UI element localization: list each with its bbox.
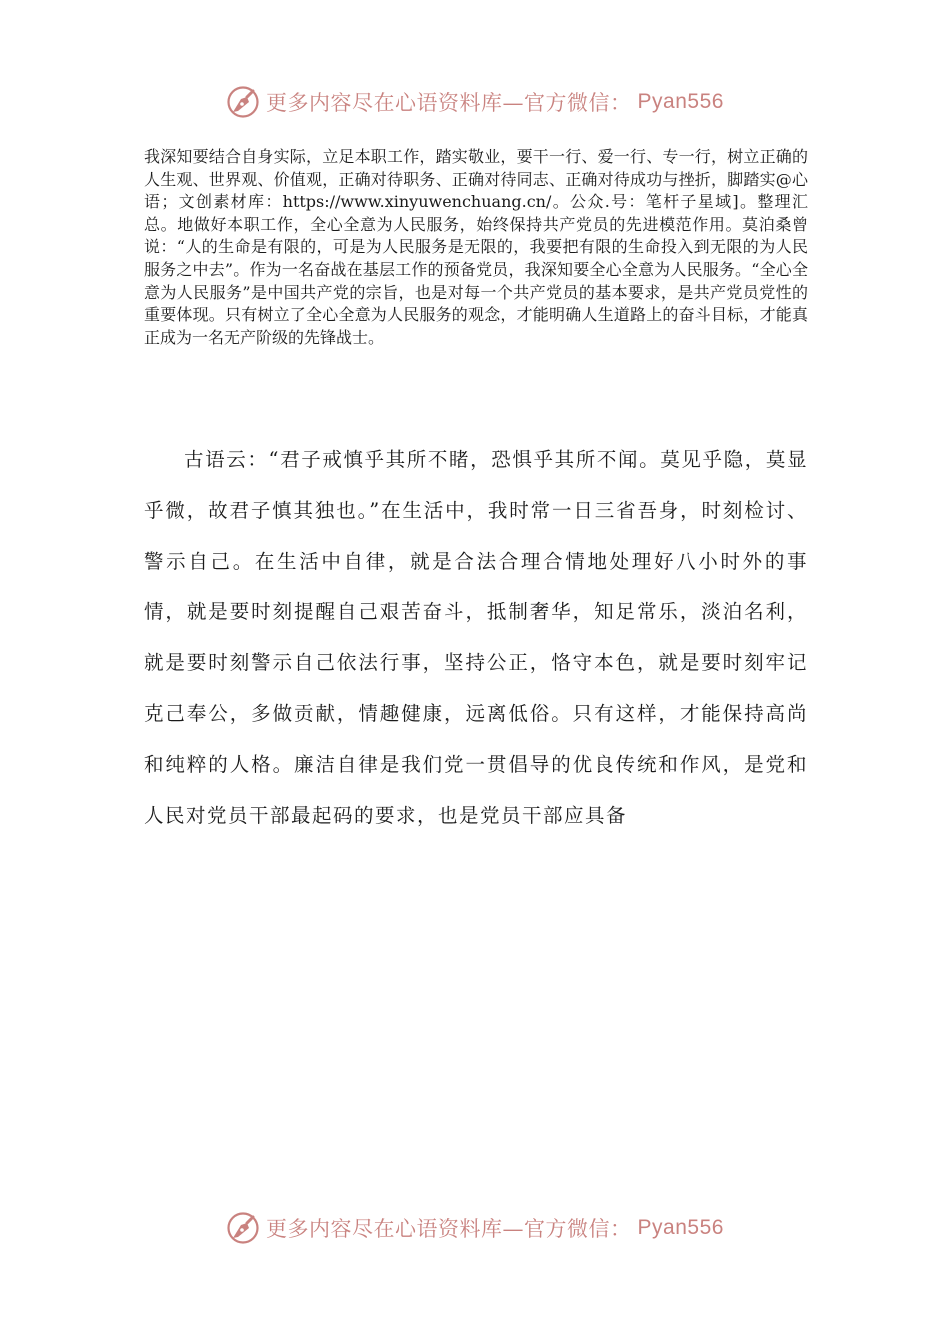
- footer-banner-text: 更多内容尽在心语资料库—官方微信：: [266, 1217, 632, 1241]
- footer-banner-handle: Pyan556: [637, 1216, 724, 1239]
- pen-nib-logo-icon: [226, 1211, 260, 1245]
- header-watermark-banner: [0, 82, 950, 122]
- pen-nib-logo-icon: [226, 85, 260, 119]
- header-banner-text: 更多内容尽在心语资料库—官方微信：: [266, 91, 632, 115]
- body-paragraph-2: 古语云：“君子戒慎乎其所不睹，恐惧乎其所不闻。莫见乎隐，莫显乎微，故君子慎其独也。”在生活中，我时常一日三省吾身，时刻检讨、警示自己。在生活中自律，就是合法合理合情地处理好八小时外的事情，就是要时刻提醒自己艰苦奋斗，抵制奢华，知足常乐，淡泊名利，就是要时刻警示自己依法行事，坚持公正，恪守本色，就是要时刻牢记克己奉公，多做贡献，情趣健康，远离低俗。只有这样，才能保持高尚和纯粹的人格。廉洁自律是我们党一贯倡导的优良传统和作风，是党和人民对党员干部最起码的要求，也是党员干部应具备: [144, 448, 808, 827]
- header-banner-handle: Pyan556: [637, 90, 724, 113]
- footer-watermark-banner: [0, 1208, 950, 1248]
- body-paragraph-1: 我深知要结合自身实际，立足本职工作，踏实敬业，要干一行、爱一行、专一行，树立正确的人生观、世界观、价值观，正确对待职务、正确对待同志、正确对待成功与挫折，脚踏实@心语；文创素材库：https://www.xinyuwenchuang.cn/。公众.号：笔杆子星域]。整理汇总。地做好本职工作，全心全意为人民服务，始终保持共产党员的先进模范作用。莫泊桑曾说：“人的生命是有限的，可是为人民服务是无限的，我要把有限的生命投入到无限的为人民服务之中去”。作为一名奋战在基层工作的预备党员，我深知要全心全意为人民服务。“全心全意为人民服务”是中国共产党的宗旨，也是对每一个共产党员的基本要求，是共产党员党性的重要体现。只有树立了全心全意为人民服务的观念，才能明确人生道路上的奋斗目标，才能真正成为一名无产阶级的先锋战士。: [144, 147, 808, 347]
